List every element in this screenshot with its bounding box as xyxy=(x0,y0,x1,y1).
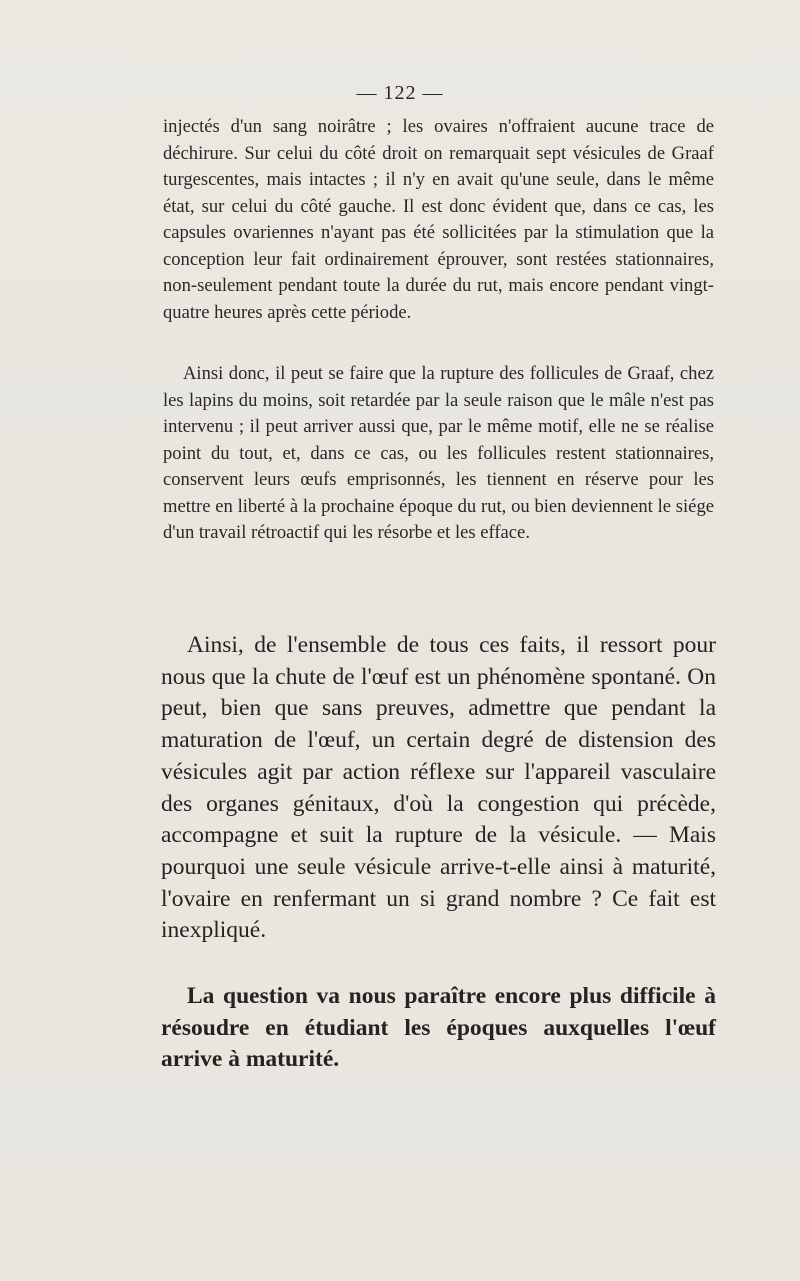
paragraph-3: Ainsi, de l'ensemble de tous ces faits, il ressort pour nous que la chute de l'œuf est un phénomène spontané. On peut, bien que sans preuves, admettre que pendant la maturation de l'œuf, un certain degré de distension des vésicules agit par action réflexe sur l'appareil vasculaire des organes génitaux, d'où la congestion qui précède, accompagne et suit la rupture de la vésicule. — Mais pourquoi une seule vésicule arrive-t-elle ainsi à maturité, l'ovaire en renfermant un si grand nombre ? Ce fait est inexpliqué. xyxy=(161,632,716,944)
paragraph-4: La question va nous paraître encore plus difficile à résoudre en étudiant les époques auxquelles l'œuf arrive à maturité. xyxy=(161,983,716,1073)
page-number: — 122 — xyxy=(356,82,444,104)
paragraph-2: Ainsi donc, il peut se faire que la rupture des follicules de Graaf, chez les lapins du moins, soit retardée par la seule raison que le mâle n'est pas intervenu ; il peut arriver aussi que, par le même motif, elle ne se réalise point du tout, et, dans ce cas, ou les follicules restent stationnaires, conservent leurs œufs emprisonnés, les tiennent en réserve pour les mettre en liberté à la prochaine époque du rut, ou bien deviennent le siége d'un travail rétroactif qui les résorbe et les efface. xyxy=(163,363,714,543)
paragraph-1: injectés d'un sang noirâtre ; les ovaires n'offraient aucune trace de déchirure. Sur celui du côté droit on remarquait sept vésicules de Graaf turgescentes, mais intactes ; il n'y en avait qu'une seule, dans le même état, sur celui du côté gauche. Il est donc évident que, dans ce cas, les capsules ovariennes n'ayant pas été sollicitées par la stimulation que la conception leur fait ordinairement éprouver, sont restées stationnaires, non-seulement pendant toute la durée du rut, mais encore pendant vingt-quatre heures après cette période. xyxy=(163,116,714,323)
